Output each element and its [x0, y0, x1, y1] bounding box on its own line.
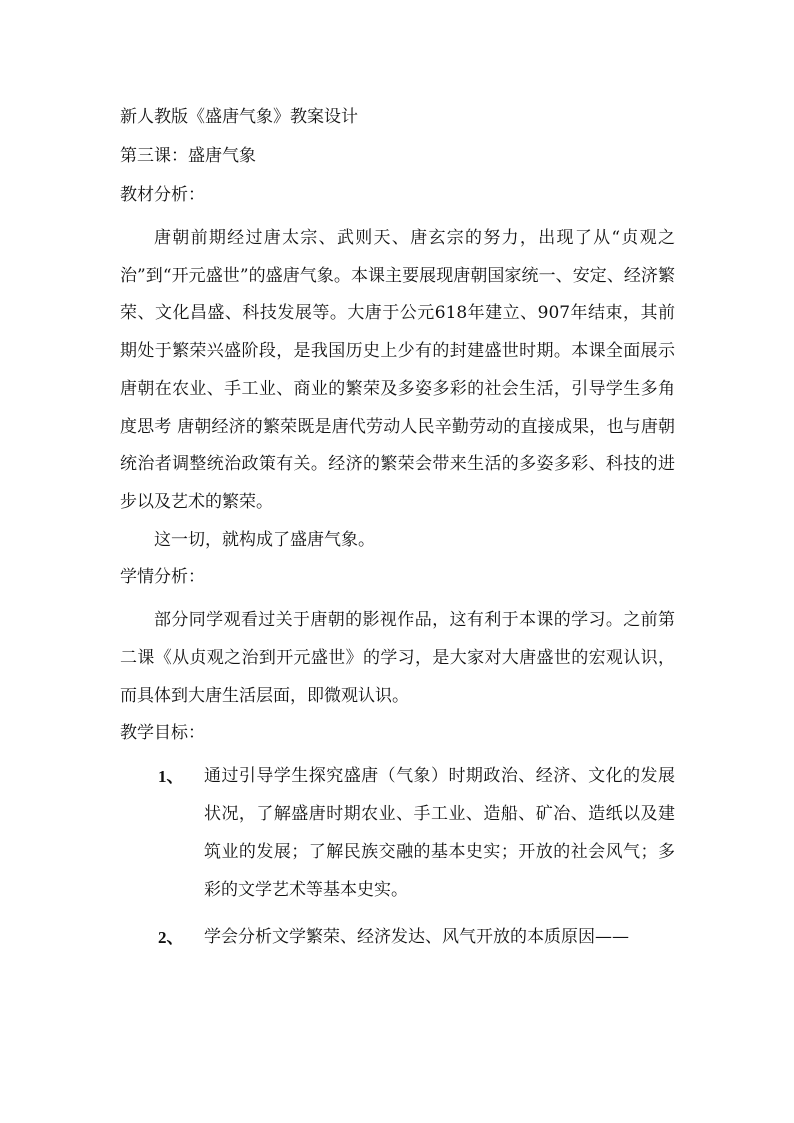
section-heading-teaching-goals: 教学目标：: [120, 723, 205, 744]
lesson-title: 第三课：盛唐气象: [120, 146, 256, 166]
list-item-number: 2、: [158, 928, 184, 948]
section-heading-student-analysis: 学情分析：: [120, 567, 205, 588]
document-title: 新人教版《盛唐气象》教案设计: [120, 107, 358, 127]
list-item: [120, 758, 675, 909]
list-item: [120, 919, 675, 957]
list-item-text: 通过引导学生探究盛唐（气象）时期政治、经济、文化的发展状况，了解盛唐时期农业、手工业、造船、矿冶、造纸以及建筑业的发展；了解民族交融的基本史实；开放的社会风气；多彩的文学艺术等基本史实。: [204, 766, 675, 900]
paragraph-textbook-analysis: 唐朝前期经过唐太宗、武则天、唐玄宗的努力，出现了从“贞观之治”到“开元盛世”的盛唐气象。本课主要展现唐朝国家统一、安定、经济繁荣、文化昌盛、科技发展等。大唐于公元618年建立、907年结束，其前期处于繁荣兴盛阶段，是我国历史上少有的封建盛世时期。本课全面展示唐朝在农业、手工业、商业的繁荣及多姿多彩的社会生活，引导学生多角度思考 唐朝经济的繁荣既是唐代劳动人民辛勤劳动的直接成果，也与唐朝统治者调整统治政策有关。经济的繁荣会带来生活的多姿多彩、科技的进步以及艺术的繁荣。: [120, 228, 675, 512]
list-item-text: 学会分析文学繁荣、经济发达、风气开放的本质原因——: [204, 927, 629, 948]
list-item-number: 1、: [158, 767, 184, 787]
paragraph-summary: 这一切，就构成了盛唐气象。: [154, 529, 375, 550]
section-heading-textbook-analysis: 教材分析：: [120, 185, 205, 205]
document-body: [120, 103, 675, 957]
paragraph-student-analysis: 部分同学观看过关于唐朝的影视作品，这有利于本课的学习。之前第二课《从贞观之治到开元盛世》的学习，是大家对大唐盛世的宏观认识，而具体到大唐生活层面，即微观认识。: [120, 610, 675, 706]
